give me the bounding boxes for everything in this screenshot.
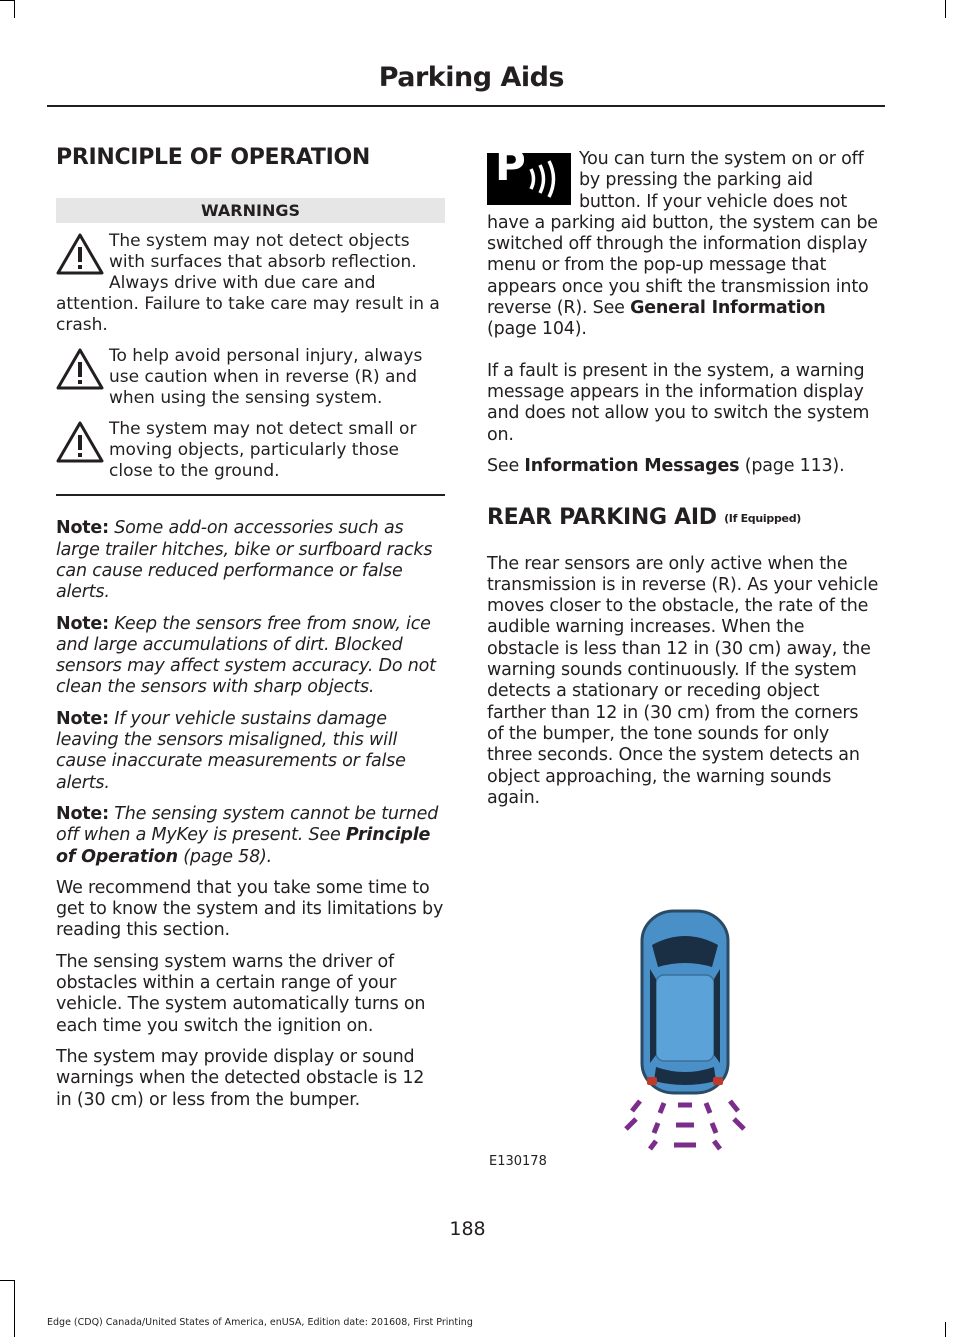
- note-label: Note:: [56, 613, 109, 634]
- body-paragraph: The system may provide display or sound warnings when the detected obstacle is 12 in (30 cm) or less from the bumper.: [56, 1046, 425, 1110]
- crop-mark: [14, 0, 15, 18]
- intro-paragraph: [487, 141, 879, 341]
- see-text: See: [487, 455, 525, 476]
- left-column: [56, 145, 445, 1111]
- note-text: If your vehicle sustains damage leaving the sensors misaligned, this will cause inaccurate measurements or false alerts.: [56, 708, 406, 793]
- body-paragraph: The sensing system warns the driver of obstacles within a certain range of your vehicle. The system automatically turns on each time you switch the ignition on.: [56, 951, 426, 1036]
- crop-mark: [0, 1280, 14, 1281]
- crop-mark: [945, 1322, 946, 1337]
- note: [56, 518, 445, 603]
- crop-mark: [14, 1280, 15, 1337]
- warning-text: The system may not detect objects with surfaces that absorb reflection. Always drive with due care and attention. Failure to take care may result in a crash.: [56, 231, 440, 336]
- intro-text: You can turn the system on or off by pressing the parking aid button. If your vehicle does not have a parking aid button, the system can be switched off through the information display menu or from the pop-up message that appears once you shift the transmission into reverse (R). See: [487, 149, 878, 319]
- crop-mark: [945, 0, 946, 18]
- rear-parking-car-illustration: [620, 905, 750, 1155]
- note-label: Note:: [56, 518, 109, 539]
- warning-item: [56, 419, 445, 482]
- cross-reference-link[interactable]: Information Messages: [524, 455, 740, 476]
- warning-triangle-icon: [56, 233, 104, 275]
- page-number: 188: [449, 1218, 486, 1240]
- note-text: Keep the sensors free from snow, ice and large accumulations of dirt. Blocked sensors may affect system accuracy. Do not clean the sensors with sharp objects.: [56, 613, 436, 698]
- heading-qualifier: (If Equipped): [724, 512, 801, 526]
- see-tail: (page 113).: [739, 455, 845, 476]
- rear-aid-paragraph: The rear sensors are only active when the transmission is in reverse (R). As your vehicle moves closer to the obstacle, the rate of the audible warning increases. When the obstacle is less than 12 in (30 cm) away, the warning sounds continuously. If the system detects a stationary or receding object farther than 12 in (30 cm) from the corners of the bumper, the tone sounds for only three seconds. Once the system detects an object approaching, the warning sounds again.: [487, 553, 879, 808]
- footer-edition: Edge (CDQ) Canada/United States of America, enUSA, Edition date: 201608, First Printing: [47, 1317, 473, 1328]
- note-label: Note:: [56, 708, 109, 729]
- warning-text: The system may not detect small or moving objects, particularly those close to the ground.: [109, 419, 417, 482]
- fault-paragraph: If a fault is present in the system, a warning message appears in the information display and does not allow you to switch the system on.: [487, 360, 870, 445]
- warnings-end-rule: [56, 494, 445, 496]
- note: [56, 614, 445, 699]
- see-paragraph: [487, 456, 879, 477]
- intro-tail: (page 104).: [487, 319, 587, 340]
- note-label: Note:: [56, 803, 109, 824]
- note-text: Some add-on accessories such as large trailer hitches, bike or surfboard racks can cause reduced performance or false alerts.: [56, 518, 433, 603]
- page-header-title: Parking Aids: [378, 62, 564, 93]
- warning-text: To help avoid personal injury, always use caution when in reverse (R) and when using the sensing system.: [109, 346, 423, 409]
- section-heading-principle: PRINCIPLE OF OPERATION: [56, 145, 371, 170]
- parking-p-glyph: P: [495, 141, 526, 190]
- warning-triangle-icon: [56, 421, 104, 463]
- parking-aid-button-icon: [487, 141, 571, 205]
- warning-triangle-icon: [56, 348, 104, 390]
- section-heading-rear-parking: [487, 505, 879, 531]
- heading-text: REAR PARKING AID: [487, 505, 717, 531]
- sensor-waves-icon: [487, 141, 571, 205]
- header-rule: [47, 105, 885, 107]
- note-text: (page 58).: [177, 846, 273, 867]
- crop-mark: [0, 0, 14, 1]
- warning-item: [56, 231, 445, 336]
- note-text: The sensing system cannot be turned off when a MyKey is present. See: [56, 803, 439, 846]
- warning-item: [56, 346, 445, 409]
- note: [56, 804, 445, 868]
- note: [56, 709, 445, 794]
- cross-reference-link[interactable]: Principle of Operation: [56, 825, 431, 867]
- cross-reference-link[interactable]: General Information: [630, 298, 826, 319]
- figure-id: E130178: [489, 1154, 547, 1169]
- body-paragraph: We recommend that you take some time to get to know the system and its limitations by reading this section.: [56, 877, 444, 941]
- warnings-title: WARNINGS: [56, 198, 445, 223]
- right-column: [487, 141, 879, 809]
